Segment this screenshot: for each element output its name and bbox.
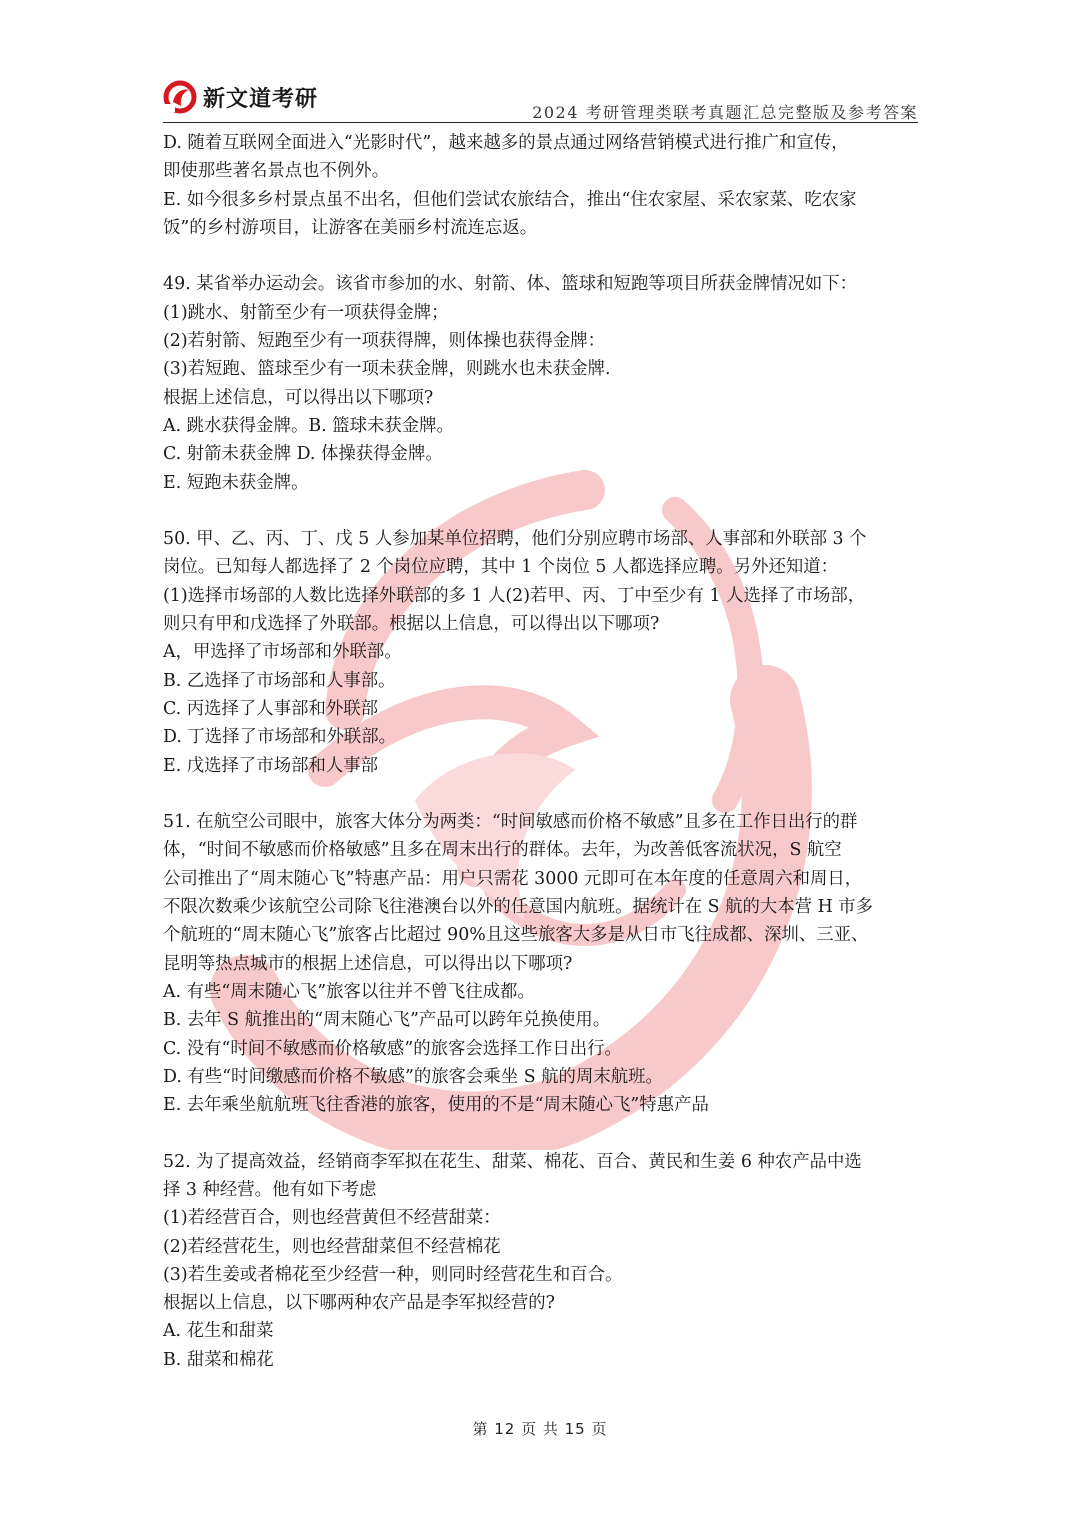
question-49 — [163, 270, 919, 496]
spacer — [163, 242, 919, 270]
text-line: E. 如今很多乡村景点虽不出名，但他们尝试农旅结合，推出“住农家屋、采农家菜、吃农家 — [163, 189, 857, 210]
option-e: E. 戊选择了市场部和人事部 — [163, 755, 379, 776]
condition-2: (2)若射箭、短跑至少有一项获得牌，则体操也获得金牌： — [163, 331, 606, 352]
spacer — [163, 780, 919, 808]
spacer — [163, 497, 919, 525]
page-header — [163, 78, 918, 124]
text-line: 即使那些著名景点也不例外。 — [163, 161, 390, 182]
condition-3: (3)若生姜或者棉花至少经营一种，则同时经营花生和百合。 — [163, 1264, 623, 1285]
text-line: 体，“时间不敏感而价格敏感”且多在周末出行的群体。去年，为改善低客流状况，S 航空 — [163, 840, 842, 861]
condition-1: (1)跳水、射箭至少有一项获得金牌； — [163, 302, 449, 323]
options-c-d: C. 射箭未获金牌 D. 体操获得金牌。 — [163, 444, 443, 465]
condition-3: (3)若短跑、篮球至少有一项未获金牌，则跳水也未获金牌. — [163, 359, 611, 380]
text-line: 则只有甲和戊选择了外联部。根据以上信息，可以得出以下哪项? — [163, 614, 660, 635]
question-51 — [163, 808, 919, 1119]
text-line: 不限次数乘少该航空公司除飞往港澳台以外的任意国内航班。据统计在 S 航的大本营 H 市多 — [163, 897, 874, 918]
option-c: C. 没有“时间不敏感而价格敏感”的旅客会选择工作日出行。 — [163, 1038, 622, 1059]
option-a: A，甲选择了市场部和外联部。 — [163, 642, 402, 663]
option-b: B. 乙选择了市场部和人事部。 — [163, 670, 396, 691]
option-a: A. 花生和甜菜 — [163, 1321, 274, 1342]
question-49-stem: 49. 某省举办运动会。该省市参加的水、射箭、体、篮球和短跑等项目所获金牌情况如下： — [163, 274, 858, 295]
options-a-b: A. 跳水获得金牌。B. 篮球未获金牌。 — [163, 415, 454, 436]
question-48-options-tail — [163, 129, 919, 242]
condition-1: (1)若经营百合，则也经营黄但不经营甜菜： — [163, 1208, 501, 1229]
option-d: D. 有些“时间缴感而价格不敏感”的旅客会乘坐 S 航的周末航班。 — [163, 1066, 663, 1087]
phoenix-logo-icon — [163, 80, 197, 114]
page-number: 第 12 页 共 15 页 — [472, 1420, 608, 1438]
question-52 — [163, 1148, 919, 1374]
question-51-stem: 51. 在航空公司眼中，旅客大体分为两类：“时间敏感而价格不敏感”且多在工作日出行的群 — [163, 812, 858, 833]
option-d: D. 丁选择了市场部和外联部。 — [163, 727, 397, 748]
document-title: 2024 考研管理类联考真题汇总完整版及参考答案 — [532, 103, 918, 122]
question-50 — [163, 525, 919, 780]
question-52-stem: 52. 为了提高效益，经销商李军拟在花生、甜菜、棉花、百合、黄民和生姜 6 种农产品中选 — [163, 1151, 862, 1172]
option-b: B. 去年 S 航推出的“周末随心飞”产品可以跨年兑换使用。 — [163, 1010, 611, 1031]
option-e: E. 去年乘坐航航班飞往香港的旅客，使用的不是“周末随心飞”特惠产品 — [163, 1095, 709, 1116]
text-line: 岗位。已知每人都选择了 2 个岗位应聘，其中 1 个岗位 5 人都选择应聘。另外还知道： — [163, 557, 839, 578]
question-prompt: 根据上述信息，可以得出以下哪项? — [163, 387, 434, 408]
option-c: C. 丙选择了人事部和外联部 — [163, 698, 379, 719]
text-line: (1)选择市场部的人数比选择外联部的多 1 人(2)若甲、丙、丁中至少有 1 人选择了市场部， — [163, 585, 866, 606]
question-content — [163, 129, 919, 1374]
text-line: D. 随着互联网全面进入“光影时代”，越来越多的景点通过网络营销模式进行推广和宣传， — [163, 133, 849, 153]
question-50-stem: 50. 甲、乙、丙、丁、戊 5 人参加某单位招聘，他们分别应聘市场部、人事部和外联部 3 个 — [163, 529, 867, 550]
question-prompt: 根据以上信息，以下哪两种农产品是李军拟经营的? — [163, 1293, 555, 1314]
text-line: 昆明等热点城市的根据上述信息，可以得出以下哪项? — [163, 953, 573, 974]
brand-logo — [163, 80, 318, 114]
option-a: A. 有些“周末随心飞”旅客以往并不曾飞往成都。 — [163, 981, 535, 1002]
text-line: 饭”的乡村游项目，让游客在美丽乡村流连忘返。 — [163, 217, 538, 238]
header-divider — [163, 122, 918, 123]
text-line: 个航班的“周末随心飞”旅客占比超过 90%且这些旅客大多是从日市飞往成都、深圳、三亚、 — [163, 925, 869, 946]
condition-2: (2)若经营花生，则也经营甜菜但不经营棉花 — [163, 1236, 501, 1257]
text-line: 公司推出了“周末随心飞”特惠产品：用户只需花 3000 元即可在本年度的任意周六和周日， — [163, 868, 863, 889]
option-b: B. 甜菜和棉花 — [163, 1349, 274, 1370]
option-e: E. 短跑未获金牌。 — [163, 472, 309, 493]
brand-name: 新文道考研 — [203, 86, 319, 112]
text-line: 择 3 种经营。他有如下考虑 — [163, 1179, 377, 1200]
spacer — [163, 1119, 919, 1147]
